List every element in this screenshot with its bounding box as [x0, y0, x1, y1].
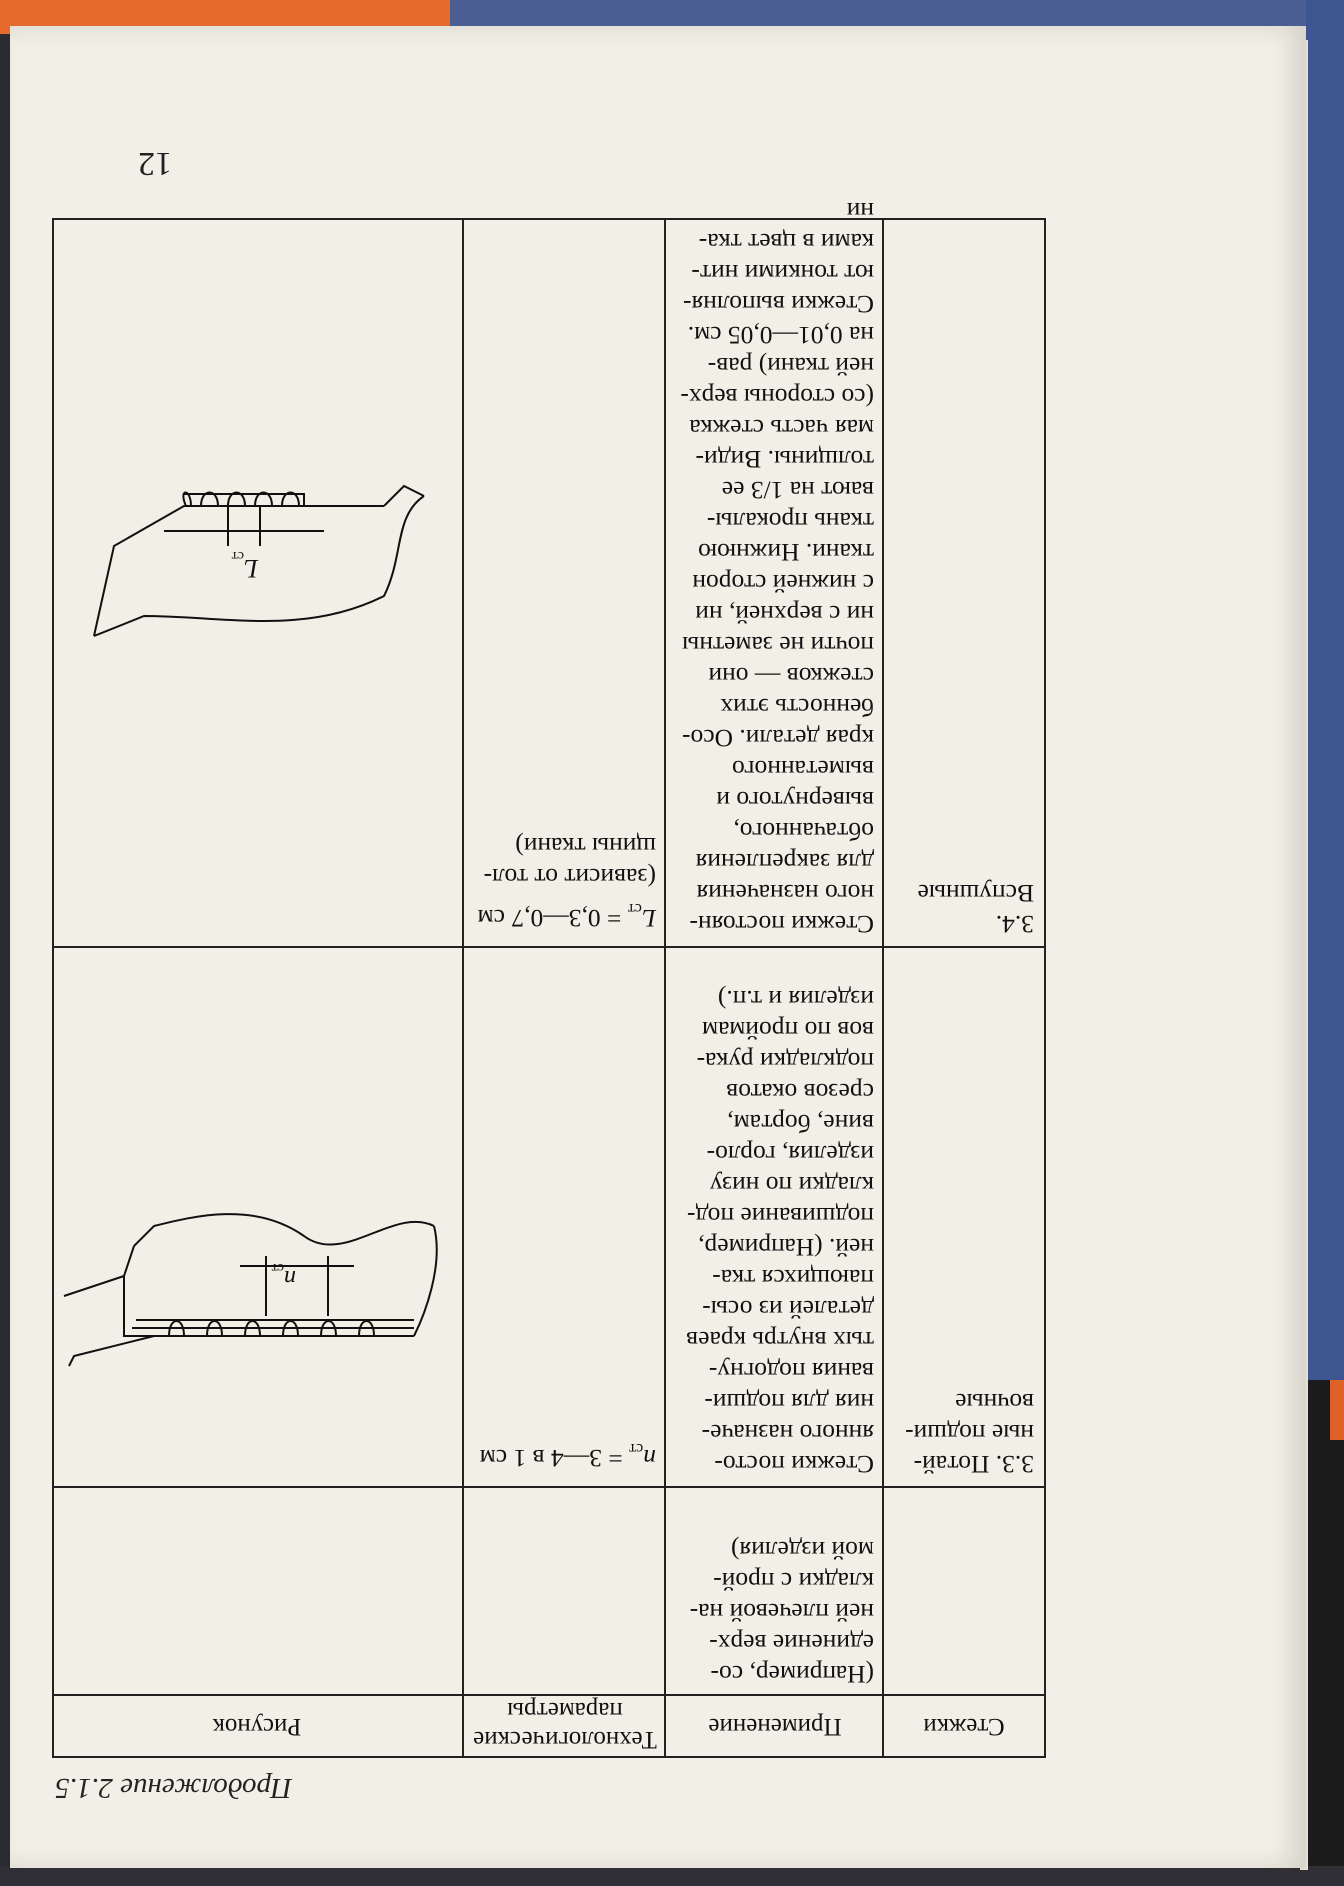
row-divider-1 [54, 1486, 1044, 1488]
text-line: бенность этих [720, 693, 874, 722]
fold-corner [69, 1336, 154, 1366]
text-line: кладки с прой- [713, 1567, 874, 1596]
text-line: подшивание под- [686, 1202, 874, 1231]
stitch-3-4-parameter [466, 831, 656, 934]
fabric-edge [94, 506, 384, 636]
text-line: ни [846, 197, 874, 226]
param-formula [466, 893, 656, 934]
fabric-edge [414, 1226, 437, 1336]
figure-label: L [243, 554, 258, 583]
text-line: ней. (Например, [698, 1233, 874, 1262]
text-line: вывернутого и [716, 786, 874, 815]
figure-label-subscript: ст [231, 548, 244, 563]
figure-label-subscript: ст [271, 1260, 284, 1275]
book-cover-blue-edge [1306, 0, 1344, 1380]
text-line: вине, бортам, [727, 1109, 874, 1138]
continued-application [676, 1535, 874, 1690]
book-cover-orange-edge [1330, 1380, 1344, 1440]
text-line: Стежки посто- [714, 1450, 874, 1479]
stitch-3-3-application [676, 984, 874, 1480]
text-line: пающихся тка- [712, 1264, 874, 1293]
text-line: вов по проймам [701, 1016, 874, 1045]
col-divider-3 [462, 220, 464, 1756]
text-line: кладки по низу [709, 1171, 874, 1200]
text-line: ткань прокалы- [706, 507, 874, 536]
text-line: ней ткани) рав- [707, 352, 874, 381]
fabric-outline [134, 1214, 434, 1246]
text-line: Стежки выполня- [683, 290, 874, 319]
text-line: подкладки рука- [696, 1047, 874, 1076]
text-line: вания подогну- [708, 1357, 874, 1386]
text-line: стежков — они [708, 662, 874, 691]
param-value: = 0,3—0,7 см [477, 904, 628, 933]
text-line: деталей из осы- [702, 1295, 874, 1324]
col-divider-2 [664, 220, 666, 1756]
table-caption: Продолжение 2.1.5 [54, 1772, 292, 1804]
text-line: Стежки постоян- [689, 910, 874, 939]
stitch-3-4-name [886, 878, 1034, 940]
text-line: мой изделия) [730, 1536, 874, 1565]
header-parameters [464, 1696, 666, 1754]
col-divider-1 [882, 220, 884, 1756]
text-line: срезов окатов [726, 1078, 874, 1107]
text-line: мая часть стежка [689, 414, 874, 443]
text-line: (зависит от тол- [483, 862, 656, 892]
hidden-hem-stitch-figure [58, 1196, 454, 1376]
text-line: изделия, горло- [706, 1140, 874, 1169]
text-line: тых внутрь краев [686, 1326, 874, 1355]
header-parameters-line2: параметры [507, 1697, 623, 1725]
text-line: почти не заметны [682, 631, 874, 660]
header-parameters-line1: Технологические [473, 1726, 657, 1753]
text-line: (со стороны верх- [680, 383, 874, 412]
text-line: щины ткани) [515, 831, 656, 861]
background-bottom [0, 1866, 1344, 1886]
param-symbol: L [641, 904, 656, 933]
text-line: края детали. Осо- [682, 724, 874, 753]
text-line: (Например, со- [710, 1660, 874, 1689]
text-line: выметанного [731, 755, 874, 784]
text-line: ного назначения [696, 879, 874, 908]
stitch-3-4-application [676, 196, 874, 940]
book-page [10, 26, 1306, 1868]
text-line: ния для подши- [704, 1388, 874, 1417]
header-stitches: Стежки [923, 1713, 1005, 1740]
text-line: единение верх- [709, 1629, 874, 1658]
row-divider-2 [54, 946, 1044, 948]
param-subscript: ст [629, 1439, 644, 1457]
text-line: ткани. Нижнюю [698, 538, 874, 567]
param-value: = 3—4 в 1 см [479, 1444, 630, 1473]
text-line: янного назначе- [701, 1419, 874, 1448]
fabric-corner [384, 486, 424, 506]
page-number: 12 [138, 145, 172, 182]
param-symbol: n [643, 1444, 656, 1473]
text-line: толщины. Види- [695, 445, 874, 474]
text-line: ней плечевой на- [689, 1598, 874, 1627]
text-line: для закрепления [695, 848, 874, 877]
text-line: 3.3. Потай- [913, 1450, 1034, 1479]
text-line: с нижней сторон [692, 569, 874, 598]
text-line: ками в цвет тка- [698, 228, 874, 257]
header-application: Применение [708, 1713, 842, 1740]
param-subscript: ст [627, 899, 642, 917]
header-figure: Рисунок [212, 1713, 302, 1740]
page-content-rotated [10, 26, 1306, 1868]
book-cover-dark-edge [1306, 1380, 1344, 1886]
stitch-table [52, 197, 1046, 1758]
text-line: вают на 1/3 ее [721, 476, 874, 505]
fold-line [64, 1276, 124, 1296]
text-line: ют тонкими нит- [691, 259, 874, 288]
blind-edge-stitch-figure [64, 456, 444, 656]
figure-label: n [284, 1265, 296, 1291]
text-line: ни с верхней, ни [695, 600, 874, 629]
text-line: изделия и т.п.) [717, 985, 874, 1014]
text-line: 3.4. Вспушные [917, 879, 1034, 939]
text-line: на 0,01—0,05 см. [687, 321, 874, 350]
stitch-3-3-name [886, 1387, 1034, 1480]
text-line: ные подши- [905, 1419, 1034, 1448]
dimension-lines [228, 506, 260, 546]
stitch-3-3-parameter [466, 1433, 656, 1474]
text-line: обтачанного, [733, 817, 874, 846]
text-line: вочные [955, 1388, 1034, 1417]
